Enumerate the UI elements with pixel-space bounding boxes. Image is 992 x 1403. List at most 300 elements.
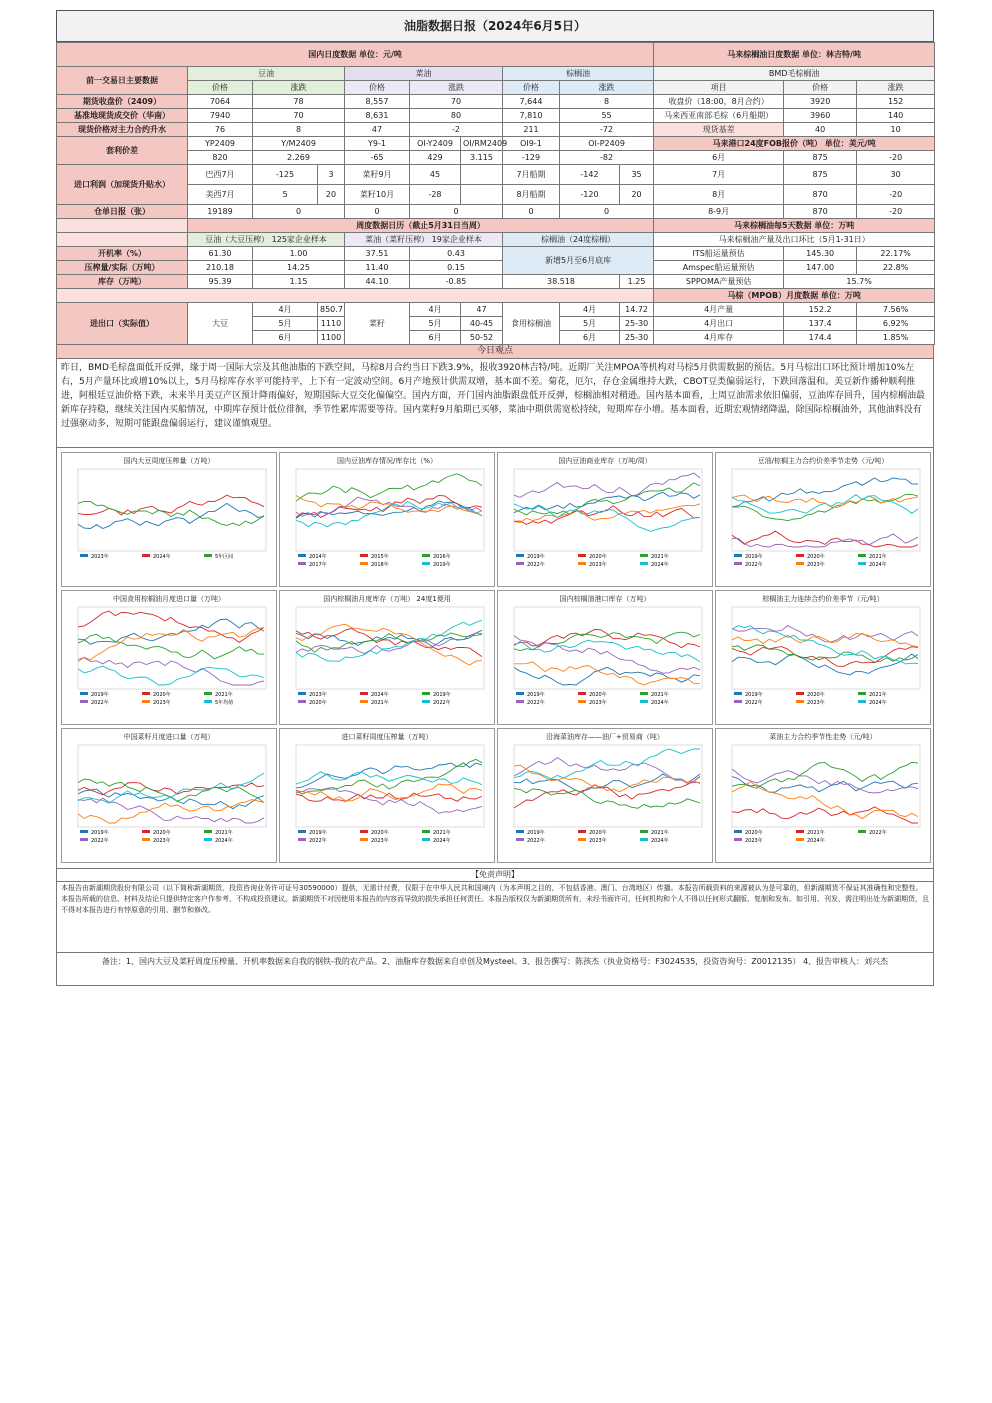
- legend-label: 2021年: [869, 692, 887, 698]
- legend-label: 2021年: [807, 830, 825, 836]
- chart-plot: [68, 467, 270, 567]
- chart-series-line: [78, 658, 264, 685]
- col-change: 涨跌: [857, 81, 935, 95]
- legend-label: 2020年: [371, 830, 389, 836]
- weekly-value: 14.25: [253, 261, 345, 275]
- chart-series-line: [514, 667, 700, 685]
- report-title: 油脂数据日报（2024年6月5日）: [56, 10, 934, 42]
- weekly-value: 0.15: [410, 261, 503, 275]
- chart-series-line: [296, 784, 482, 801]
- fob-month: 7月: [654, 165, 784, 185]
- monthly-label: 4月出口: [654, 317, 784, 331]
- legend-label: 2020年: [153, 830, 171, 836]
- margin-label: 巴西7月: [188, 165, 253, 185]
- ie-month: 6月: [560, 331, 620, 345]
- soy-futures-chg: 78: [253, 95, 345, 109]
- export-label: Amspec船运量预估: [654, 261, 784, 275]
- weekly-value: 11.40: [345, 261, 410, 275]
- chart-series-line: [78, 666, 264, 685]
- chart-plot: [722, 743, 924, 843]
- palm-futures-chg: 8: [560, 95, 654, 109]
- ie-value: 40-45: [461, 317, 503, 331]
- margin-value: -142: [560, 165, 620, 185]
- legend-label: 2023年: [153, 700, 171, 706]
- bmd-close: 3920: [784, 95, 857, 109]
- chart-panel: [497, 728, 713, 863]
- legend-swatch: [796, 830, 804, 833]
- spread-value: -129: [503, 151, 560, 165]
- legend-label: 2024年: [807, 838, 825, 844]
- legend-swatch: [734, 562, 742, 565]
- export-header: 马来棕榈油每5天数据 单位：万吨: [654, 219, 935, 233]
- chart-axis-box: [296, 469, 484, 551]
- soy-basis: 76: [188, 123, 253, 137]
- palm-basis-chg: -72: [560, 123, 654, 137]
- view-title: 今日观点: [56, 345, 934, 359]
- chart-panel: [61, 728, 277, 863]
- crush-label: 压榨量/实际（万吨）: [57, 261, 188, 275]
- legend-label: 2021年: [371, 700, 389, 706]
- legend-label: 2020年: [309, 700, 327, 706]
- chart-plot: [68, 743, 270, 843]
- chart-axis-box: [732, 607, 920, 689]
- legend-swatch: [578, 554, 586, 557]
- legend-label: 2021年: [651, 692, 669, 698]
- legend-label: 2022年: [433, 700, 451, 706]
- legend-swatch: [360, 554, 368, 557]
- legend-label: 5年区间: [215, 554, 234, 560]
- legend-label: 2023年: [153, 838, 171, 844]
- chart-plot: [504, 467, 706, 567]
- legend-swatch: [80, 554, 88, 557]
- warehouse-label: 仓单日报（张）: [57, 205, 188, 219]
- fob-chg: -20: [857, 151, 935, 165]
- spread-header: Y9-1: [345, 137, 410, 151]
- legend-label: 2023年: [589, 838, 607, 844]
- chart-series-line: [78, 634, 264, 659]
- legend-swatch: [516, 692, 524, 695]
- ie-palm-label: 食用棕榈油: [503, 303, 560, 345]
- spread-header: Y/M2409: [253, 137, 345, 151]
- chart-title: 豆油/棕榈主力合约价差季节走势（元/吨）: [757, 457, 889, 465]
- spread-header: OI/RM2409: [461, 137, 503, 151]
- spot-label: 基准地现货成交价（华南）: [57, 109, 188, 123]
- prev-day-label: 前一交易日主要数据: [57, 67, 188, 95]
- monthly-chg: 7.56%: [857, 303, 935, 317]
- rapeseed-header: 菜油: [345, 67, 503, 81]
- legend-swatch: [360, 700, 368, 703]
- chart-title: 菜油主力合约季节性走势（元/吨）: [769, 733, 877, 741]
- margin-value: -125: [253, 165, 318, 185]
- fob-price: 875: [784, 165, 857, 185]
- footnote: 备注：1、国内大豆及菜籽周度压榨量、开机率数据来自我的钢铁-我的农产品。2、油脂库存数据来自卓创及Mysteel。3、报告撰写：陈孩杰（执业资格号：F3024535，投资咨询号：Z0012135） 4、报告审核人：刘兴杰: [56, 953, 934, 986]
- legend-label: 2024年: [215, 838, 233, 844]
- palm-weekly-note: 新增5月至6月底库: [503, 247, 654, 275]
- chart-panel: [61, 452, 277, 587]
- chart-series-line: [732, 634, 918, 647]
- chart-panel: [279, 590, 495, 725]
- legend-swatch: [142, 838, 150, 841]
- legend-label: 2022年: [745, 700, 763, 706]
- legend-swatch: [858, 700, 866, 703]
- operating-label: 开机率（%）: [57, 247, 188, 261]
- chart-panel: [497, 452, 713, 587]
- legend-swatch: [640, 838, 648, 841]
- legend-swatch: [796, 562, 804, 565]
- legend-swatch: [360, 838, 368, 841]
- margin-label: 菜籽9月: [345, 165, 410, 185]
- legend-label: 2022年: [309, 838, 327, 844]
- import-margin-label: 进口利润（加现货升贴水）: [57, 165, 188, 205]
- weekly-value: 210.18: [188, 261, 253, 275]
- margin-label: 8月船期: [503, 185, 560, 205]
- spread-header: OI-P2409: [560, 137, 654, 151]
- chart-series-line: [732, 495, 918, 514]
- col-item: 项目: [654, 81, 784, 95]
- legend-label: 2023年: [589, 562, 607, 568]
- fob-chg: 30: [857, 165, 935, 185]
- legend-swatch: [516, 830, 524, 833]
- legend-label: 2021年: [651, 830, 669, 836]
- chart-title: 国内豆油商业库存（万吨/周）: [558, 457, 652, 465]
- legend-label: 2023年: [807, 562, 825, 568]
- rape-basis: 47: [345, 123, 410, 137]
- legend-swatch: [360, 562, 368, 565]
- rape-spot: 8,631: [345, 109, 410, 123]
- legend-swatch: [298, 838, 306, 841]
- legend-swatch: [298, 830, 306, 833]
- futures-label: 期货收盘价（2409）: [57, 95, 188, 109]
- weekly-rape-sub: 菜油（菜籽压榨） 19家企业样本: [345, 233, 503, 247]
- chart-series-line: [732, 762, 918, 788]
- legend-label: 2024年: [869, 700, 887, 706]
- view-text: 昨日，BMD毛棕盘面低开反弹，缘于周一国际大宗及其他油脂的下跌空间，马棕8月合约当日下跌3.9%，报收3920林吉特/吨。近期厂关注MPOA等机构对马棕5月供需数据的预估。5月马棕出口环比预计增加10%左右，5月产量环比或增10%以上，5月马棕库存水平可能持平，上下有一定波动空间。6月产地预计供需双增，基本面不差。菊花，厄尔，存仓金属维持大跌，CBOT豆类偏弱运行，下跌回落温和。美豆新作播种顺利推进，阿根廷豆油价格下跌，未来半月美豆产区预计降雨偏好，短期国际大豆交化偏偏空。国内方面，开门国内油脂跟盘低开反弹，棕榈油相对稍逊。国内基本面看，上周豆油需求依旧偏弱，豆油库存回升，国内棕榈油最新库存持稳，继续关注国内买船情况，中期库存预计低位徘徊，季节性累库需要等待。国内菜籽9月船期已买够，菜油中期供需宽松持续，短期库存小增。基本面看，近期宏观情绪降温，除国际棕榈油外，其他油料没有过强驱动多，短期可能跟盘偏弱运行，建议谨慎观望。: [56, 359, 934, 448]
- legend-label: 2022年: [91, 700, 109, 706]
- palm-header: 棕榈油: [503, 67, 654, 81]
- legend-label: 2022年: [745, 562, 763, 568]
- chart-title: 国内棕榈油月度库存（万吨） 24度1便用: [323, 595, 451, 603]
- legend-swatch: [516, 700, 524, 703]
- margin-value: 45: [410, 165, 461, 185]
- legend-label: 2016年: [433, 554, 451, 560]
- basis-label: 现货价格对主力合约升水: [57, 123, 188, 137]
- legend-swatch: [734, 700, 742, 703]
- export-chg: 22.8%: [857, 261, 935, 275]
- legend-swatch: [80, 838, 88, 841]
- chart-series-line: [78, 789, 264, 809]
- ie-month: 4月: [410, 303, 461, 317]
- rape-futures: 8,557: [345, 95, 410, 109]
- margin-value: -28: [410, 185, 461, 205]
- bmd-basis-chg: 10: [857, 123, 935, 137]
- chart-series-line: [296, 474, 482, 501]
- chart-series-line: [78, 779, 264, 803]
- rape-futures-chg: 70: [410, 95, 503, 109]
- chart-panel: [715, 728, 931, 863]
- bmd-header: BMD毛棕榈油: [654, 67, 935, 81]
- soy-futures: 7064: [188, 95, 253, 109]
- margin-chg: 20: [620, 185, 654, 205]
- ie-value: 850.7: [318, 303, 345, 317]
- legend-label: 2015年: [371, 554, 389, 560]
- legend-label: 2024年: [869, 562, 887, 568]
- palm-spot: 7,810: [503, 109, 560, 123]
- export-label: ITS船运量预估: [654, 247, 784, 261]
- legend-swatch: [858, 830, 866, 833]
- margin-label: 7月船期: [503, 165, 560, 185]
- legend-label: 2020年: [589, 830, 607, 836]
- legend-swatch: [422, 838, 430, 841]
- soy-spot-chg: 70: [253, 109, 345, 123]
- chart-plot: [68, 605, 270, 705]
- weekly-header: 周度数据日历（截止5月31日当周）: [188, 219, 654, 233]
- chart-series-line: [514, 765, 700, 792]
- legend-label: 2024年: [651, 562, 669, 568]
- export-subheader: 马来棕榈油产量及出口环比（5月1-31日）: [654, 233, 935, 247]
- col-price: 价格: [503, 81, 560, 95]
- legend-label: 2020年: [589, 554, 607, 560]
- monthly-value: 174.4: [784, 331, 857, 345]
- legend-label: 2023年: [589, 700, 607, 706]
- ie-month: 6月: [410, 331, 461, 345]
- warehouse-rape: 0: [345, 205, 410, 219]
- monthly-chg: 1.85%: [857, 331, 935, 345]
- legend-swatch: [858, 554, 866, 557]
- chart-title: 国内豆油库存情况/库存比（%）: [336, 457, 437, 465]
- ie-month: 4月: [253, 303, 318, 317]
- weekly-value: 1.00: [253, 247, 345, 261]
- legend-label: 2020年: [153, 692, 171, 698]
- legend-label: 2019年: [91, 830, 109, 836]
- legend-swatch: [422, 700, 430, 703]
- legend-label: 2023年: [371, 838, 389, 844]
- chart-title: 中国菜籽月度进口量（万吨）: [123, 733, 215, 741]
- legend-label: 2024年: [153, 554, 171, 560]
- spread-label: 套利价差: [57, 137, 188, 165]
- legend-swatch: [640, 562, 648, 565]
- bmd-close-chg: 152: [857, 95, 935, 109]
- legend-label: 2024年: [371, 692, 389, 698]
- legend-label: 2019年: [527, 554, 545, 560]
- fob-price: 870: [784, 185, 857, 205]
- chart-series-line: [514, 662, 700, 685]
- soy-header: 豆油: [188, 67, 345, 81]
- chart-title: 进口菜籽周度压榨量（万吨）: [341, 733, 433, 741]
- chart-series-line: [514, 758, 700, 784]
- ie-value: 25-30: [620, 331, 654, 345]
- fob-price: 870: [784, 205, 857, 219]
- legend-swatch: [298, 700, 306, 703]
- legend-label: 2019年: [745, 692, 763, 698]
- monthly-header: 马棕（MPOB）月度数据 单位：万吨: [654, 289, 935, 303]
- legend-label: 2020年: [807, 692, 825, 698]
- legend-label: 2024年: [651, 700, 669, 706]
- charts-area: [56, 448, 934, 869]
- chart-series-line: [78, 628, 264, 662]
- spread-value: 3.115: [461, 151, 503, 165]
- chart-title: 国内棕榈油港口库存（万吨）: [559, 595, 651, 603]
- chart-series-line: [296, 772, 482, 785]
- legend-swatch: [796, 700, 804, 703]
- chart-axis-box: [514, 745, 702, 827]
- chart-series-line: [296, 630, 482, 646]
- export-value: 145.30: [784, 247, 857, 261]
- legend-swatch: [640, 830, 648, 833]
- legend-swatch: [422, 830, 430, 833]
- bmd-basis: 40: [784, 123, 857, 137]
- legend-swatch: [360, 830, 368, 833]
- spread-value: 820: [188, 151, 253, 165]
- rape-basis-chg: -2: [410, 123, 503, 137]
- legend-swatch: [298, 562, 306, 565]
- margin-chg: 3: [318, 165, 345, 185]
- chart-title: 中国食用棕榈油月度进口量（万吨）: [113, 595, 225, 603]
- col-change: 涨跌: [560, 81, 654, 95]
- chart-series-line: [296, 633, 482, 654]
- weekly-value: 38.518: [503, 275, 620, 289]
- ie-value: 47: [461, 303, 503, 317]
- data-table: [56, 42, 935, 345]
- chart-series-line: [732, 647, 918, 667]
- palm-spot-chg: 55: [560, 109, 654, 123]
- legend-swatch: [80, 692, 88, 695]
- legend-swatch: [298, 692, 306, 695]
- ie-month: 6月: [253, 331, 318, 345]
- margin-label: 美西7月: [188, 185, 253, 205]
- legend-swatch: [640, 692, 648, 695]
- legend-swatch: [578, 830, 586, 833]
- spread-value: 2.269: [253, 151, 345, 165]
- bmd-spot-chg: 140: [857, 109, 935, 123]
- legend-label: 2019年: [433, 562, 451, 568]
- warehouse-soy: 19189: [188, 205, 253, 219]
- spread-header: OI9-1: [503, 137, 560, 151]
- ie-value: 50-52: [461, 331, 503, 345]
- legend-swatch: [796, 692, 804, 695]
- palm-futures: 7,644: [503, 95, 560, 109]
- chart-axis-box: [732, 469, 920, 551]
- margin-chg: 35: [620, 165, 654, 185]
- monthly-label: 4月产量: [654, 303, 784, 317]
- col-price: 价格: [345, 81, 410, 95]
- legend-label: 2023年: [309, 692, 327, 698]
- domestic-header: 国内日度数据 单位：元/吨: [57, 43, 654, 67]
- weekly-soy-sub: 豆油（大豆压榨） 125家企业样本: [188, 233, 345, 247]
- legend-label: 2023年: [91, 554, 109, 560]
- legend-swatch: [796, 554, 804, 557]
- ie-month: 5月: [410, 317, 461, 331]
- legend-swatch: [422, 554, 430, 557]
- legend-swatch: [578, 700, 586, 703]
- chart-plot: [286, 743, 488, 843]
- bmd-close-label: 收盘价（18:00，8月合约）: [654, 95, 784, 109]
- chart-series-line: [296, 620, 482, 661]
- weekly-value: 44.10: [345, 275, 410, 289]
- fob-price: 875: [784, 151, 857, 165]
- col-change: 涨跌: [253, 81, 345, 95]
- disclaimer-title: 【免责声明】: [56, 869, 934, 882]
- col-change: 涨跌: [410, 81, 503, 95]
- legend-swatch: [734, 692, 742, 695]
- col-price: 价格: [784, 81, 857, 95]
- chart-series-line: [732, 807, 918, 823]
- legend-label: 2022年: [91, 838, 109, 844]
- margin-chg: [461, 165, 503, 185]
- chart-series-line: [514, 788, 700, 808]
- weekly-value: 0.43: [410, 247, 503, 261]
- chart-series-line: [514, 632, 700, 651]
- legend-label: 2020年: [589, 692, 607, 698]
- spread-header: OI-Y2409: [410, 137, 461, 151]
- chart-plot: [286, 467, 488, 567]
- fob-header: 马来港口24度FOB报价（吨） 单位：美元/吨: [654, 137, 935, 151]
- weekly-palm-sub: 棕榈油（24度棕榈）: [503, 233, 654, 247]
- legend-swatch: [578, 562, 586, 565]
- chart-series-line: [514, 473, 700, 497]
- legend-label: 2021年: [215, 692, 233, 698]
- spread-value: -82: [560, 151, 654, 165]
- chart-title: 沿海菜油库存——油厂+贸易商（吨）: [546, 733, 664, 741]
- spread-value: 429: [410, 151, 461, 165]
- weekly-value: 1.25: [620, 275, 654, 289]
- legend-label: 2021年: [433, 830, 451, 836]
- chart-series-line: [732, 769, 918, 793]
- spread-header: YP2409: [188, 137, 253, 151]
- warehouse-palm: 0: [503, 205, 560, 219]
- legend-swatch: [422, 692, 430, 695]
- legend-label: 2024年: [433, 838, 451, 844]
- legend-swatch: [734, 554, 742, 557]
- legend-label: 2022年: [527, 562, 545, 568]
- legend-swatch: [640, 700, 648, 703]
- spread-value: -65: [345, 151, 410, 165]
- fob-chg: -20: [857, 185, 935, 205]
- legend-swatch: [360, 692, 368, 695]
- fob-chg: -20: [857, 205, 935, 219]
- legend-label: 2021年: [651, 554, 669, 560]
- legend-swatch: [578, 692, 586, 695]
- chart-series-line: [514, 749, 700, 779]
- legend-label: 2019年: [745, 554, 763, 560]
- bmd-spot: 3960: [784, 109, 857, 123]
- legend-swatch: [422, 562, 430, 565]
- disclaimer-text: 本报告由新湖期货股份有限公司（以下简称新湖期货，投资咨询业务许可证号30590000）提供，无需计付费，仅限于在中华人民共和国境内（为本声明之目的，不包括香港、澳门、台湾地区）传播。本报告所载资料的来源被认为是可靠的，但新湖期货不保证其准确性和完整性。本报告所载的信息、材料及结论只提供特定客户作参考，不构成投资建议。新湖期货不对因使用本报告的内容而导致的损失承担任何责任。本报告版权仅为新湖期货所有，未经书面许可，任何机构和个人不得以任何形式翻版、复制和发布。如引用、刊发，需注明出处为新湖期货，且不得对本报告进行有悖原意的引用、删节和修改。: [56, 882, 934, 953]
- ie-rape-label: 菜籽: [345, 303, 410, 345]
- export-label: SPPOMA产量预估: [654, 275, 784, 289]
- ie-value: 14.72: [620, 303, 654, 317]
- soy-basis-chg: 8: [253, 123, 345, 137]
- rape-spot-chg: 80: [410, 109, 503, 123]
- margin-value: -120: [560, 185, 620, 205]
- chart-plot: [504, 605, 706, 705]
- monthly-value: 137.4: [784, 317, 857, 331]
- weekly-value: 61.30: [188, 247, 253, 261]
- margin-value: 5: [253, 185, 318, 205]
- export-value: 147.00: [784, 261, 857, 275]
- legend-label: 2017年: [309, 562, 327, 568]
- legend-label: 2019年: [309, 830, 327, 836]
- chart-title: 棕榈油主力连续合约价差季节（元/吨）: [762, 595, 884, 603]
- legend-label: 2019年: [527, 692, 545, 698]
- ie-value: 1110: [318, 317, 345, 331]
- weekly-value: 37.51: [345, 247, 410, 261]
- legend-swatch: [796, 838, 804, 841]
- legend-label: 2014年: [309, 554, 327, 560]
- legend-label: 2019年: [91, 692, 109, 698]
- legend-label: 2018年: [371, 562, 389, 568]
- legend-swatch: [80, 830, 88, 833]
- warehouse-palm-chg: 0: [560, 205, 654, 219]
